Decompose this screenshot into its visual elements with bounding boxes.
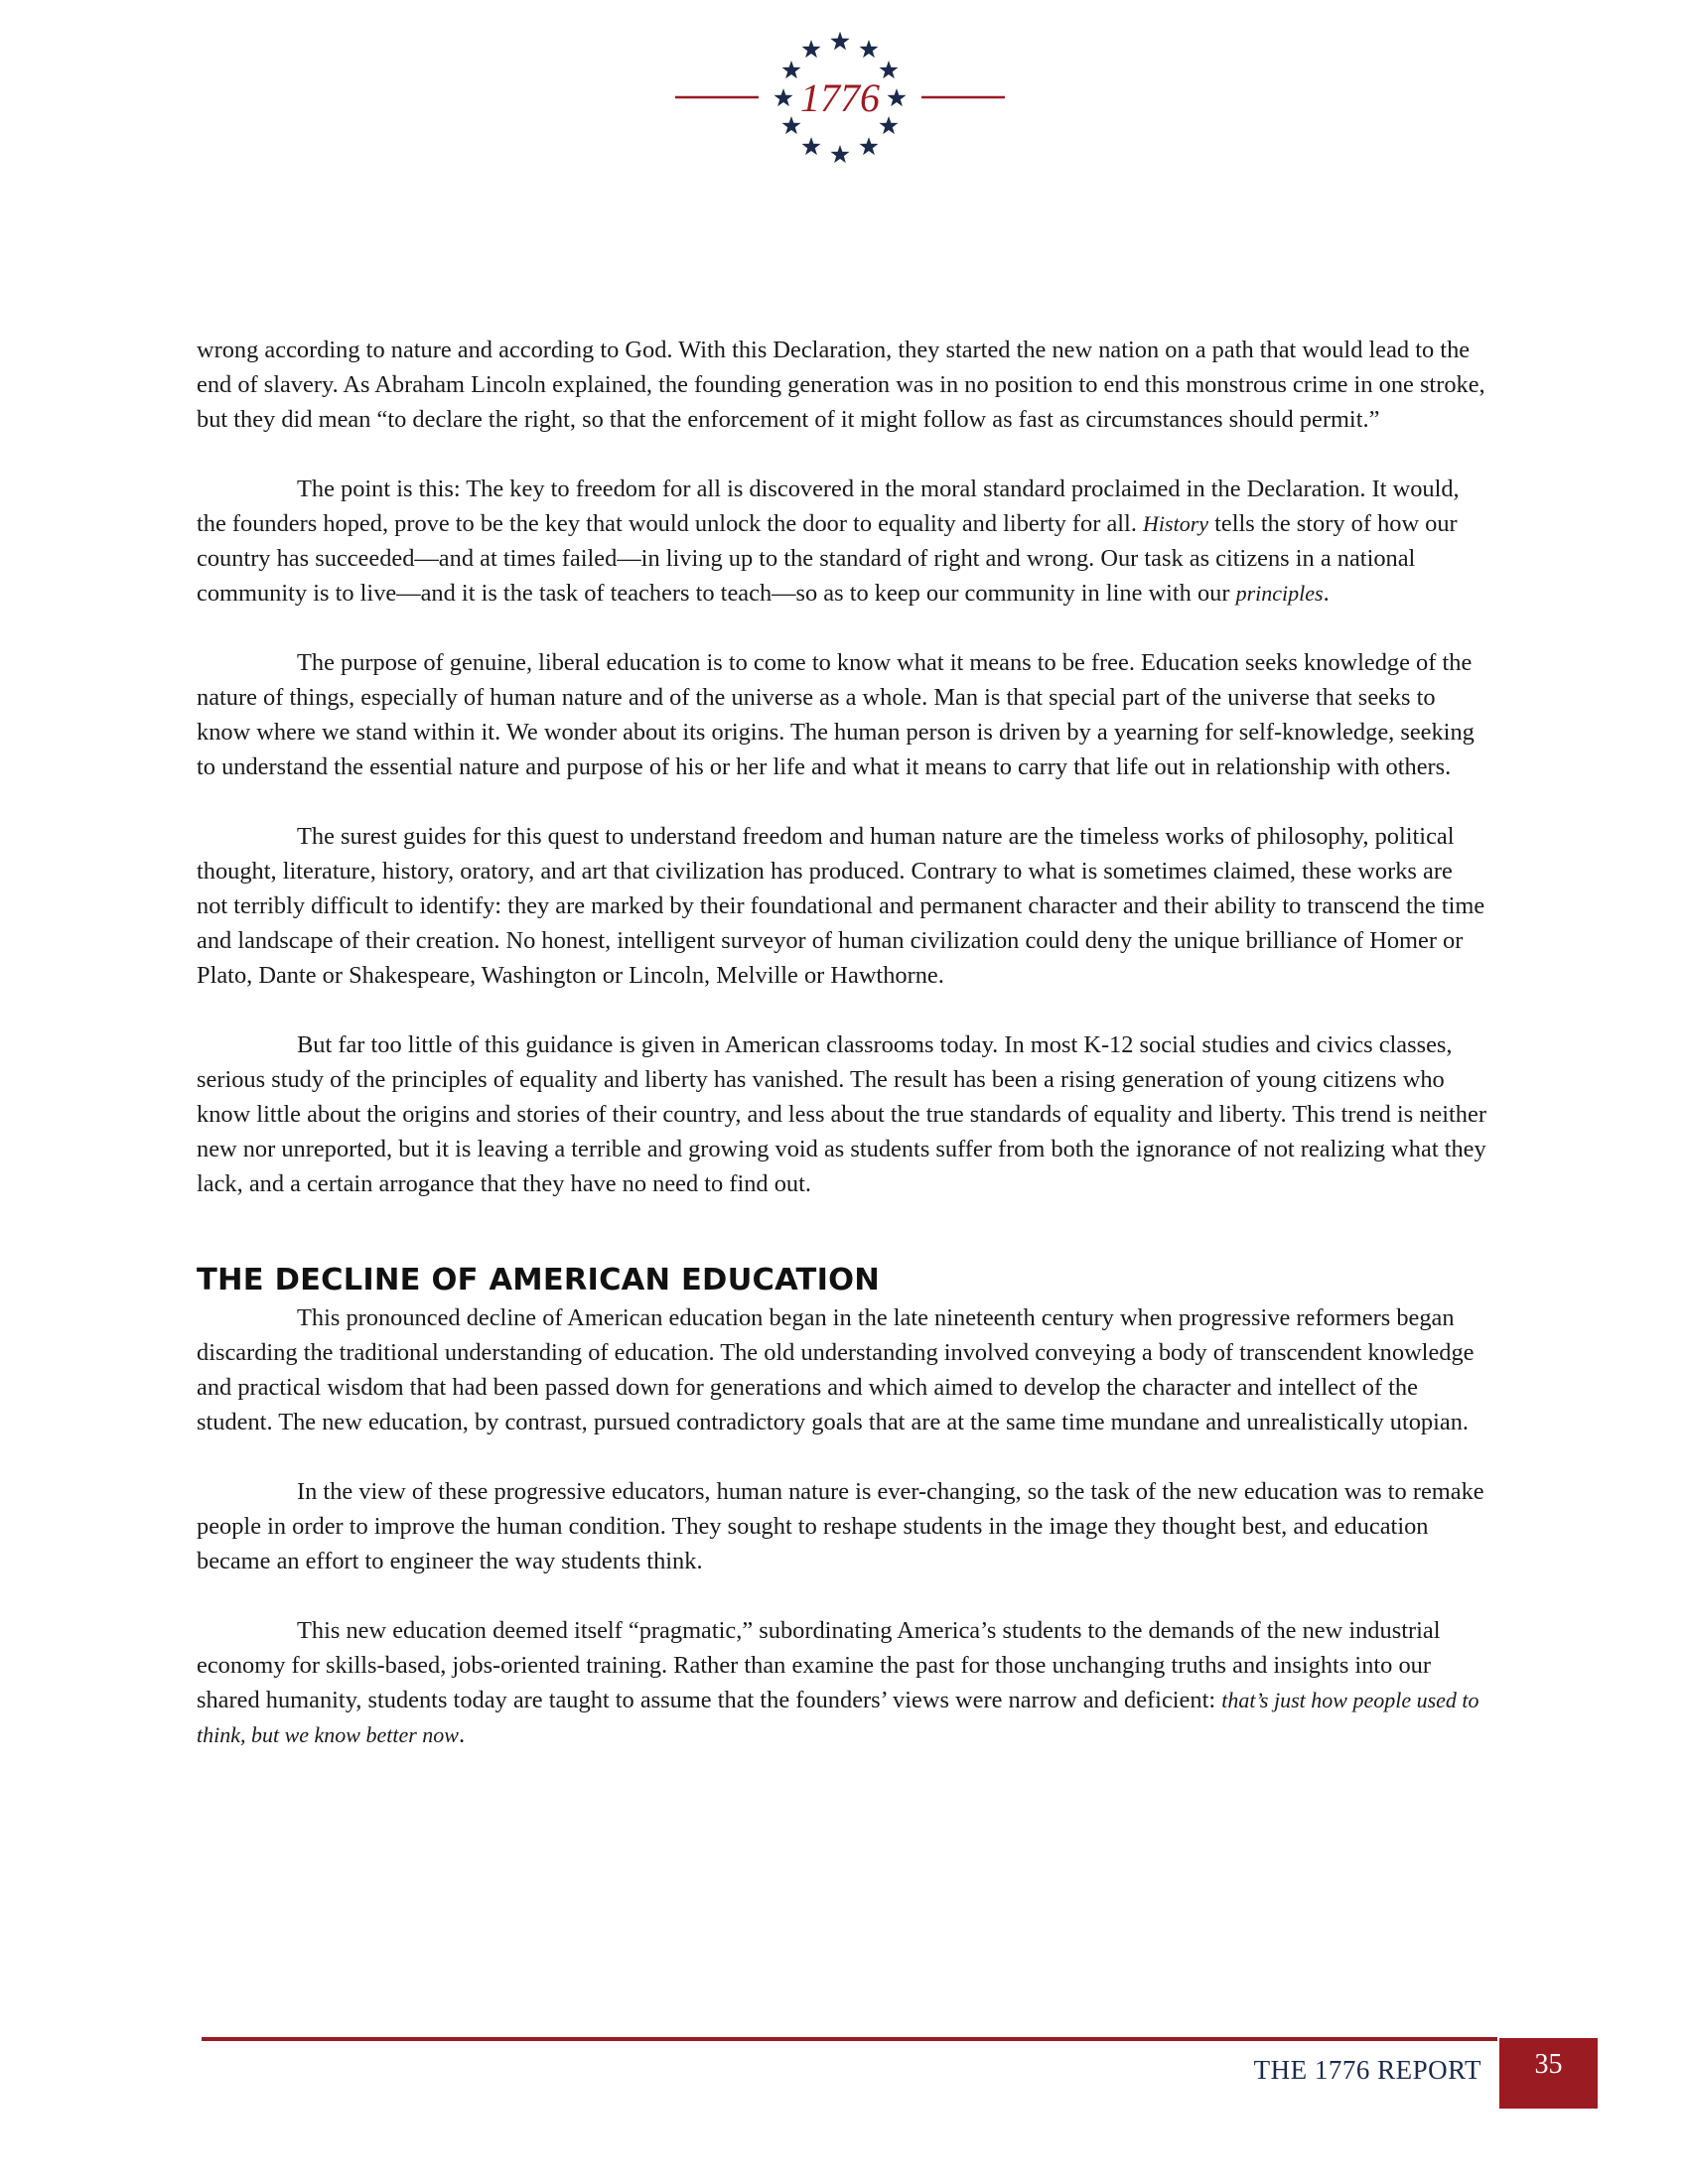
body-paragraph-5: But far too little of this guidance is given in American classrooms today. In most K-12 social studies and civics classes, serious study of the principles of equality and liberty has vanished. The result has been a rising generation of young citizens who know little about the origins and stories of their country, and less about the true standards of equality and liberty. This trend is neither new nor unreported, but it is leaving a terrible and growing void as students suffer from both the ignorance of not realizing what they lack, and a certain arrogance that they have no need to find out. — [197, 1031, 1486, 1197]
emphasis-history: History — [1143, 511, 1209, 536]
footer-report-title: THE 1776 REPORT — [1253, 2055, 1481, 2085]
body-paragraph-3: The purpose of genuine, liberal education is to come to know what it means to be free. Education seeks knowledge of the nature of things, especially of human nature and of the universe as a whole. Man is that special part of the universe that seeks to know where we stand within it. We wonder about its origins. The human person is driven by a yearning for self-knowledge, seeking to understand the essential nature and purpose of his or her life and what it means to carry that life out in relationship with others. — [197, 649, 1475, 780]
footer-rule — [202, 2037, 1497, 2041]
section-paragraph-2: In the view of these progressive educators, human nature is ever-changing, so the task of the new education was to remake people in order to improve the human condition. They sought to reshape students in the image they thought best, and education became an effort to engineer the way students think. — [197, 1478, 1484, 1574]
logo-year: 1776 — [800, 75, 880, 120]
section-heading: THE DECLINE OF AMERICAN EDUCATION — [197, 1263, 880, 1297]
body-paragraph-4: The surest guides for this quest to understand freedom and human nature are the timeless works of philosophy, political thought, literature, history, oratory, and art that civilization has produced. Contrary to what is sometimes claimed, these works are not terribly difficult to identify: they are marked by their foundational and permanent character and their ability to transcend the time and landscape of their creation. No honest, intelligent surveyor of human civilization could deny the unique brilliance of Homer or Plato, Dante or Shakespeare, Washington or Lincoln, Melville or Hawthorne. — [197, 823, 1485, 989]
page-body — [197, 333, 1487, 1752]
report-logo — [671, 28, 1009, 187]
section-paragraph-1: This pronounced decline of American education began in the late nineteenth century when progressive reformers began discarding the traditional understanding of education. The old understanding involved conveying a body of transcendent knowledge and practical wisdom that had been passed down for generations and which aimed to develop the character and intellect of the student. The new education, by contrast, pursued contradictory goals that are at the same time mundane and unrealistically utopian. — [197, 1304, 1475, 1435]
body-paragraph-1: wrong according to nature and according to God. With this Declaration, they started the new nation on a path that would lead to the end of slavery. As Abraham Lincoln explained, the founding generation was in no position to end this monstrous crime in one stroke, but they did mean “to declare the right, so that the enforcement of it might follow as fast as circumstances should permit.” — [197, 337, 1485, 433]
section-paragraph-3: This new education deemed itself “pragmatic,” subordinating America’s students to the demands of the new industrial economy for skills-based, jobs-oriented training. Rather than examine the past for those unchanging truths and insights into our shared humanity, students today are taught to assume that the founders’ views were narrow and deficient: that’s just how people used to think, but we know better now. — [197, 1617, 1479, 1748]
body-paragraph-2: The point is this: The key to freedom for all is discovered in the moral standard proclaimed in the Declaration. It would, the founders hoped, prove to be the key that would unlock the door to equality and liberty for all. History tells the story of how our country has succeeded—and at times failed—in living up to the standard of right and wrong. Our task as citizens in a national community is to live—and it is the task of teachers to teach—so as to keep our community in line with our principles. — [197, 476, 1460, 607]
page-number: 35 — [1499, 2038, 1598, 2109]
emphasis-closing: that’s just how people used to think, but we know better now — [197, 1688, 1479, 1747]
emphasis-principles: principles — [1235, 581, 1324, 606]
